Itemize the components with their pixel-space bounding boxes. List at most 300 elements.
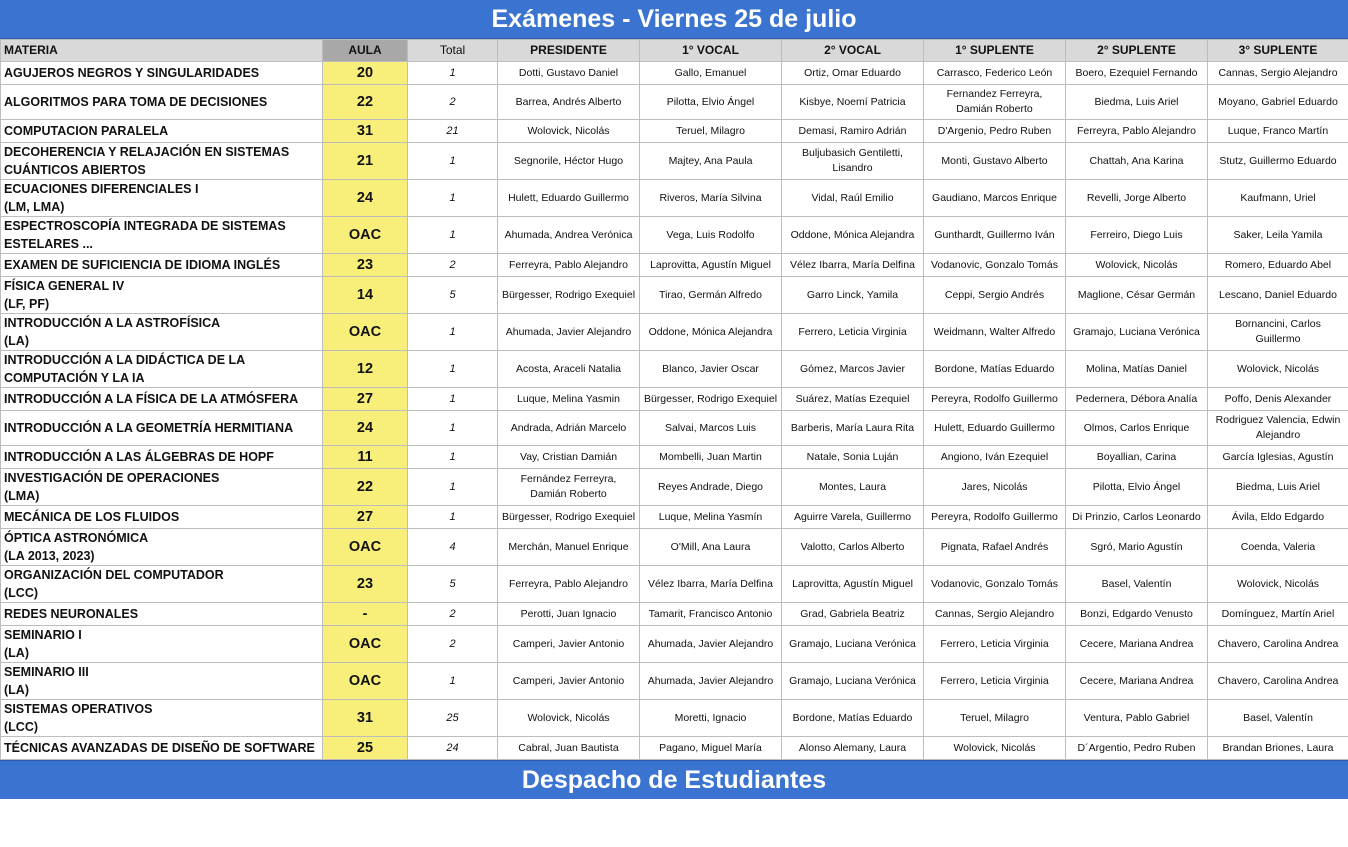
suplente1-cell [924, 85, 1066, 120]
presidente-cell [498, 626, 640, 663]
materia-line: CUÁNTICOS ABIERTOS [4, 163, 146, 177]
presidente-cell [498, 85, 640, 120]
suplente2-line: Di Prinzio, Carlos Leonardo [1072, 510, 1201, 523]
suplente1-line: Ferrero, Leticia Virginia [940, 637, 1049, 650]
table-row [1, 388, 1348, 411]
vocal1-line: Tamarit, Francisco Antonio [648, 607, 773, 620]
suplente2-cell [1066, 351, 1208, 388]
vocal2-line: Oddone, Mónica Alejandra [790, 228, 915, 241]
presidente-line: Luque, Melina Yasmin [517, 392, 620, 405]
materia-line: COMPUTACIÓN Y LA IA [4, 371, 145, 385]
materia-line: DECOHERENCIA Y RELAJACIÓN EN SISTEMAS [4, 145, 290, 159]
materia-cell [1, 737, 323, 760]
vocal1-line: Mombelli, Juan Martin [659, 450, 762, 463]
vocal1-cell [640, 446, 782, 469]
vocal1-cell [640, 700, 782, 737]
suplente2-cell [1066, 506, 1208, 529]
vocal1-cell [640, 663, 782, 700]
table-row [1, 566, 1348, 603]
vocal2-line: Kisbye, Noemí Patricia [799, 95, 906, 108]
total-cell: 5 [408, 277, 498, 314]
suplente1-cell [924, 566, 1066, 603]
vocal2-cell [782, 411, 924, 446]
suplente2-cell [1066, 603, 1208, 626]
suplente3-line: García Iglesias, Agustín [1222, 450, 1334, 463]
suplente1-line: Teruel, Milagro [960, 711, 1029, 724]
materia-cell [1, 254, 323, 277]
vocal1-cell [640, 62, 782, 85]
suplente1-line: Bordone, Matías Eduardo [934, 362, 1055, 375]
vocal1-line: Blanco, Javier Oscar [662, 362, 759, 375]
column-header-aula: AULA [323, 40, 408, 62]
aula-cell: OAC [323, 663, 408, 700]
suplente1-line: D'Argenio, Pedro Ruben [937, 124, 1052, 137]
materia-line: (LCC) [4, 586, 39, 600]
presidente-cell [498, 277, 640, 314]
suplente1-line: Hulett, Eduardo Guillermo [934, 421, 1055, 434]
materia-line: ÓPTICA ASTRONÓMICA [4, 531, 149, 545]
suplente3-line: Biedma, Luis Ariel [1235, 480, 1321, 493]
suplente2-line: Boyallian, Carina [1096, 450, 1177, 463]
vocal2-line: Garro Linck, Yamila [806, 288, 899, 301]
total-cell: 21 [408, 120, 498, 143]
suplente1-cell [924, 411, 1066, 446]
suplente3-line: Cannas, Sergio Alejandro [1218, 66, 1338, 79]
suplente2-cell [1066, 737, 1208, 760]
vocal1-line: Riveros, María Silvina [659, 191, 762, 204]
suplente3-line: Poffo, Denis Alexander [1224, 392, 1332, 405]
suplente2-cell [1066, 143, 1208, 180]
vocal2-cell [782, 529, 924, 566]
vocal2-line: Ortiz, Omar Eduardo [804, 66, 901, 79]
total-cell: 1 [408, 446, 498, 469]
vocal2-cell [782, 388, 924, 411]
materia-cell [1, 603, 323, 626]
column-header-presidente: PRESIDENTE [498, 40, 640, 62]
presidente-line: Camperi, Javier Antonio [512, 674, 625, 687]
suplente3-line: Guillermo [1255, 333, 1301, 345]
vocal1-cell [640, 217, 782, 254]
presidente-cell [498, 62, 640, 85]
suplente3-line: Domínguez, Martín Ariel [1221, 607, 1335, 620]
presidente-cell [498, 737, 640, 760]
vocal2-line: Demasi, Ramiro Adrián [798, 124, 907, 137]
suplente1-cell [924, 351, 1066, 388]
suplente3-cell [1208, 62, 1348, 85]
total-cell: 5 [408, 566, 498, 603]
suplente2-line: D´Argentio, Pedro Ruben [1077, 741, 1196, 754]
table-row [1, 254, 1348, 277]
suplente2-cell [1066, 700, 1208, 737]
presidente-cell [498, 217, 640, 254]
suplente1-cell [924, 143, 1066, 180]
vocal1-cell [640, 351, 782, 388]
suplente3-line: Luque, Franco Martín [1227, 124, 1329, 137]
suplente2-cell [1066, 180, 1208, 217]
footer-title: Despacho de Estudiantes [0, 760, 1348, 799]
vocal2-cell [782, 737, 924, 760]
vocal2-cell [782, 446, 924, 469]
vocal1-cell [640, 277, 782, 314]
presidente-line: Hulett, Eduardo Guillermo [508, 191, 629, 204]
suplente2-line: Cecere, Mariana Andrea [1079, 674, 1194, 687]
exam-schedule-table [0, 39, 1348, 760]
suplente3-cell [1208, 737, 1348, 760]
materia-cell [1, 469, 323, 506]
suplente2-cell [1066, 217, 1208, 254]
table-body [1, 62, 1348, 760]
suplente3-line: Basel, Valentín [1243, 711, 1313, 724]
presidente-line: Ferreyra, Pablo Alejandro [508, 577, 629, 590]
vocal2-cell [782, 700, 924, 737]
suplente3-line: Ávila, Eldo Edgardo [1231, 510, 1325, 523]
materia-cell [1, 143, 323, 180]
materia-line: INTRODUCCIÓN A LA ASTROFÍSICA [4, 316, 221, 330]
materia-cell [1, 180, 323, 217]
presidente-cell [498, 411, 640, 446]
vocal1-line: Pilotta, Elvio Ángel [666, 95, 755, 108]
column-header-suplente3: 3° SUPLENTE [1208, 40, 1348, 62]
materia-line: ORGANIZACIÓN DEL COMPUTADOR [4, 568, 224, 582]
vocal2-line: Suárez, Matías Ezequiel [795, 392, 910, 405]
materia-line: (LMA) [4, 489, 40, 503]
presidente-line: Perotti, Juan Ignacio [520, 607, 617, 620]
total-cell: 1 [408, 506, 498, 529]
presidente-line: Ahumada, Javier Alejandro [505, 325, 632, 338]
aula-cell: 22 [323, 85, 408, 120]
vocal2-cell [782, 143, 924, 180]
total-cell: 1 [408, 143, 498, 180]
vocal1-line: Laprovitta, Agustín Miguel [650, 258, 771, 271]
presidente-line: Acosta, Araceli Natalia [515, 362, 622, 375]
aula-cell: OAC [323, 529, 408, 566]
materia-cell [1, 85, 323, 120]
vocal1-cell [640, 737, 782, 760]
total-cell: 25 [408, 700, 498, 737]
suplente3-cell [1208, 85, 1348, 120]
vocal1-cell [640, 626, 782, 663]
suplente1-line: Ceppi, Sergio Andrés [944, 288, 1045, 301]
suplente2-line: Biedma, Luis Ariel [1094, 95, 1179, 108]
total-cell: 2 [408, 603, 498, 626]
presidente-cell [498, 700, 640, 737]
suplente1-line: Pignata, Rafael Andrés [940, 540, 1049, 553]
presidente-cell [498, 506, 640, 529]
vocal2-line: Montes, Laura [818, 480, 887, 493]
suplente2-line: Gramajo, Luciana Verónica [1073, 325, 1200, 338]
suplente2-line: Sgró, Mario Agustín [1090, 540, 1183, 553]
materia-cell [1, 217, 323, 254]
materia-line: REDES NEURONALES [4, 607, 139, 621]
suplente1-line: Pereyra, Rodolfo Guillermo [931, 510, 1058, 523]
suplente3-line: Moyano, Gabriel Eduardo [1218, 95, 1338, 108]
materia-line: EXAMEN DE SUFICIENCIA DE IDIOMA INGLÉS [4, 258, 281, 272]
materia-cell [1, 351, 323, 388]
vocal2-line: Gramajo, Luciana Verónica [789, 637, 916, 650]
table-row [1, 603, 1348, 626]
page-title: Exámenes - Viernes 25 de julio [0, 0, 1348, 39]
suplente3-line: Lescano, Daniel Eduardo [1219, 288, 1337, 301]
vocal2-cell [782, 603, 924, 626]
materia-cell [1, 566, 323, 603]
vocal2-line: Ferrero, Leticia Virginia [798, 325, 907, 338]
suplente1-line: Pereyra, Rodolfo Guillermo [931, 392, 1058, 405]
presidente-line: Fernández Ferreyra, [520, 473, 617, 485]
aula-cell: - [323, 603, 408, 626]
suplente3-line: Chavero, Carolina Andrea [1217, 674, 1339, 687]
materia-line: SISTEMAS OPERATIVOS [4, 702, 153, 716]
suplente2-line: Molina, Matías Daniel [1086, 362, 1187, 375]
suplente1-line: Gunthardt, Guillermo Iván [934, 228, 1055, 241]
aula-cell: 25 [323, 737, 408, 760]
vocal2-cell [782, 254, 924, 277]
presidente-line: Camperi, Javier Antonio [512, 637, 625, 650]
table-row [1, 143, 1348, 180]
vocal1-line: O'Mill, Ana Laura [670, 540, 751, 553]
suplente2-cell [1066, 469, 1208, 506]
vocal1-line: Moretti, Ignacio [674, 711, 747, 724]
materia-line: ESPECTROSCOPÍA INTEGRADA DE SISTEMAS [4, 219, 286, 233]
suplente1-line: Ferrero, Leticia Virginia [940, 674, 1049, 687]
total-cell: 4 [408, 529, 498, 566]
presidente-cell [498, 469, 640, 506]
vocal2-line: Lisandro [832, 162, 873, 174]
aula-cell: 20 [323, 62, 408, 85]
vocal1-line: Luque, Melina Yasmín [658, 510, 763, 523]
vocal2-line: Vidal, Raúl Emilio [811, 191, 894, 204]
total-cell: 24 [408, 737, 498, 760]
vocal2-line: Gramajo, Luciana Verónica [789, 674, 916, 687]
suplente2-cell [1066, 85, 1208, 120]
materia-line: INTRODUCCIÓN A LA DIDÁCTICA DE LA [4, 353, 246, 367]
presidente-cell [498, 314, 640, 351]
aula-cell: 12 [323, 351, 408, 388]
suplente1-cell [924, 180, 1066, 217]
suplente3-line: Wolovick, Nicolás [1236, 362, 1320, 375]
vocal1-line: Pagano, Miguel María [659, 741, 762, 754]
materia-line: ESTELARES ... [4, 237, 93, 251]
presidente-cell [498, 120, 640, 143]
vocal2-cell [782, 217, 924, 254]
vocal1-cell [640, 143, 782, 180]
materia-cell [1, 411, 323, 446]
vocal2-line: Barberis, María Laura Rita [790, 421, 915, 434]
table-row [1, 700, 1348, 737]
presidente-cell [498, 603, 640, 626]
suplente1-line: Weidmann, Walter Alfredo [933, 325, 1056, 338]
materia-cell [1, 700, 323, 737]
presidente-line: Dotti, Gustavo Daniel [518, 66, 619, 79]
presidente-line: Ahumada, Andrea Verónica [504, 228, 633, 241]
materia-line: (LA) [4, 334, 29, 348]
vocal2-line: Bordone, Matías Eduardo [792, 711, 913, 724]
suplente1-cell [924, 737, 1066, 760]
table-row [1, 351, 1348, 388]
suplente3-cell [1208, 603, 1348, 626]
suplente3-cell [1208, 217, 1348, 254]
suplente1-cell [924, 62, 1066, 85]
suplente2-cell [1066, 62, 1208, 85]
suplente3-line: Brandan Briones, Laura [1222, 741, 1334, 754]
suplente1-line: Fernandez Ferreyra, [946, 88, 1043, 100]
vocal2-cell [782, 85, 924, 120]
vocal1-cell [640, 603, 782, 626]
suplente2-line: Chattah, Ana Karina [1089, 154, 1184, 167]
presidente-line: Cabral, Juan Bautista [518, 741, 619, 754]
suplente3-cell [1208, 351, 1348, 388]
suplente2-line: Pedernera, Débora Analía [1075, 392, 1198, 405]
presidente-line: Wolovick, Nicolás [527, 711, 610, 724]
suplente1-line: Monti, Gustavo Alberto [941, 154, 1048, 167]
materia-line: INTRODUCCIÓN A LA FÍSICA DE LA ATMÓSFERA [4, 392, 299, 406]
suplente1-cell [924, 388, 1066, 411]
suplente2-line: Revelli, Jorge Alberto [1086, 191, 1187, 204]
materia-line: (LF, PF) [4, 297, 50, 311]
aula-cell: 23 [323, 254, 408, 277]
vocal2-cell [782, 277, 924, 314]
materia-line: FÍSICA GENERAL IV [4, 279, 125, 293]
presidente-cell [498, 446, 640, 469]
aula-cell: 23 [323, 566, 408, 603]
total-cell: 1 [408, 663, 498, 700]
presidente-cell [498, 529, 640, 566]
materia-cell [1, 388, 323, 411]
table-row [1, 506, 1348, 529]
vocal2-line: Valotto, Carlos Alberto [800, 540, 905, 553]
vocal1-line: Vega, Luis Rodolfo [666, 228, 755, 241]
suplente2-line: Wolovick, Nicolás [1095, 258, 1178, 271]
vocal2-cell [782, 566, 924, 603]
vocal1-line: Vélez Ibarra, María Delfina [648, 577, 773, 590]
suplente2-cell [1066, 120, 1208, 143]
suplente2-line: Ferreiro, Diego Luis [1090, 228, 1183, 241]
presidente-cell [498, 180, 640, 217]
suplente2-line: Olmos, Carlos Enrique [1083, 421, 1190, 434]
vocal1-cell [640, 254, 782, 277]
suplente2-line: Cecere, Mariana Andrea [1079, 637, 1194, 650]
presidente-cell [498, 254, 640, 277]
suplente1-cell [924, 314, 1066, 351]
presidente-cell [498, 351, 640, 388]
vocal2-cell [782, 626, 924, 663]
materia-line: (LM, LMA) [4, 200, 65, 214]
materia-line: (LA) [4, 683, 29, 697]
total-cell: 1 [408, 62, 498, 85]
presidente-line: Bürgesser, Rodrigo Exequiel [501, 510, 636, 523]
vocal2-line: Natale, Sonia Luján [806, 450, 899, 463]
vocal1-line: Majtey, Ana Paula [668, 154, 753, 167]
presidente-line: Andrada, Adrián Marcelo [510, 421, 627, 434]
suplente2-line: Basel, Valentín [1101, 577, 1172, 590]
suplente3-line: Bornancini, Carlos [1235, 318, 1321, 330]
aula-cell: 22 [323, 469, 408, 506]
vocal1-line: Salvai, Marcos Luis [664, 421, 757, 434]
table-row [1, 737, 1348, 760]
materia-line: INTRODUCCIÓN A LA GEOMETRÍA HERMITIANA [4, 421, 294, 435]
total-cell: 2 [408, 85, 498, 120]
total-cell: 1 [408, 180, 498, 217]
vocal2-cell [782, 469, 924, 506]
aula-cell: 14 [323, 277, 408, 314]
aula-cell: 24 [323, 180, 408, 217]
aula-cell: 11 [323, 446, 408, 469]
table-row [1, 469, 1348, 506]
suplente1-line: Vodanovic, Gonzalo Tomás [930, 258, 1059, 271]
presidente-line: Merchán, Manuel Enrique [508, 540, 629, 553]
total-cell: 1 [408, 351, 498, 388]
materia-line: TÉCNICAS AVANZADAS DE DISEÑO DE SOFTWARE [4, 741, 315, 755]
materia-line: INTRODUCCIÓN A LAS ÁLGEBRAS DE HOPF [4, 450, 274, 464]
materia-line: AGUJEROS NEGROS Y SINGULARIDADES [4, 66, 260, 80]
suplente2-line: Boero, Ezequiel Fernando [1075, 66, 1198, 79]
column-header-suplente2: 2° SUPLENTE [1066, 40, 1208, 62]
presidente-line: Vay, Cristian Damián [519, 450, 618, 463]
column-header-materia: MATERIA [1, 40, 323, 62]
vocal1-cell [640, 314, 782, 351]
vocal2-line: Laprovitta, Agustín Miguel [792, 577, 913, 590]
suplente2-cell [1066, 626, 1208, 663]
suplente2-line: Maglione, César Germán [1077, 288, 1196, 301]
total-cell: 2 [408, 254, 498, 277]
vocal2-line: Aguirre Varela, Guillermo [793, 510, 912, 523]
suplente3-cell [1208, 469, 1348, 506]
materia-cell [1, 506, 323, 529]
suplente1-cell [924, 663, 1066, 700]
vocal1-line: Teruel, Milagro [676, 124, 745, 137]
vocal1-cell [640, 469, 782, 506]
table-row [1, 120, 1348, 143]
presidente-cell [498, 388, 640, 411]
suplente3-line: Rodriguez Valencia, Edwin [1215, 414, 1341, 426]
suplente1-cell [924, 626, 1066, 663]
vocal2-line: Vélez Ibarra, María Delfina [790, 258, 915, 271]
suplente2-cell [1066, 277, 1208, 314]
vocal2-cell [782, 663, 924, 700]
presidente-line: Segnorile, Héctor Hugo [513, 154, 624, 167]
aula-cell: OAC [323, 626, 408, 663]
suplente3-line: Romero, Eduardo Abel [1224, 258, 1332, 271]
suplente3-line: Alejandro [1255, 429, 1301, 441]
table-row [1, 314, 1348, 351]
suplente3-cell [1208, 411, 1348, 446]
materia-cell [1, 62, 323, 85]
vocal2-cell [782, 180, 924, 217]
suplente3-cell [1208, 277, 1348, 314]
presidente-line: Bürgesser, Rodrigo Exequiel [501, 288, 636, 301]
suplente2-line: Ferreyra, Pablo Alejandro [1076, 124, 1197, 137]
vocal1-cell [640, 120, 782, 143]
materia-cell [1, 529, 323, 566]
vocal1-cell [640, 85, 782, 120]
suplente1-line: Wolovick, Nicolás [953, 741, 1036, 754]
suplente1-line: Vodanovic, Gonzalo Tomás [930, 577, 1059, 590]
vocal1-cell [640, 411, 782, 446]
materia-line: ALGORITMOS PARA TOMA DE DECISIONES [4, 95, 268, 109]
materia-cell [1, 314, 323, 351]
suplente3-cell [1208, 626, 1348, 663]
total-cell: 1 [408, 469, 498, 506]
materia-line: (LCC) [4, 720, 39, 734]
vocal1-line: Oddone, Mónica Alejandra [648, 325, 773, 338]
materia-line: SEMINARIO I [4, 628, 82, 642]
vocal1-line: Ahumada, Javier Alejandro [647, 674, 774, 687]
column-header-vocal1: 1° VOCAL [640, 40, 782, 62]
presidente-line: Wolovick, Nicolás [527, 124, 610, 137]
suplente1-line: Gaudiano, Marcos Enrique [932, 191, 1057, 204]
aula-cell: 24 [323, 411, 408, 446]
suplente3-cell [1208, 314, 1348, 351]
suplente1-cell [924, 506, 1066, 529]
